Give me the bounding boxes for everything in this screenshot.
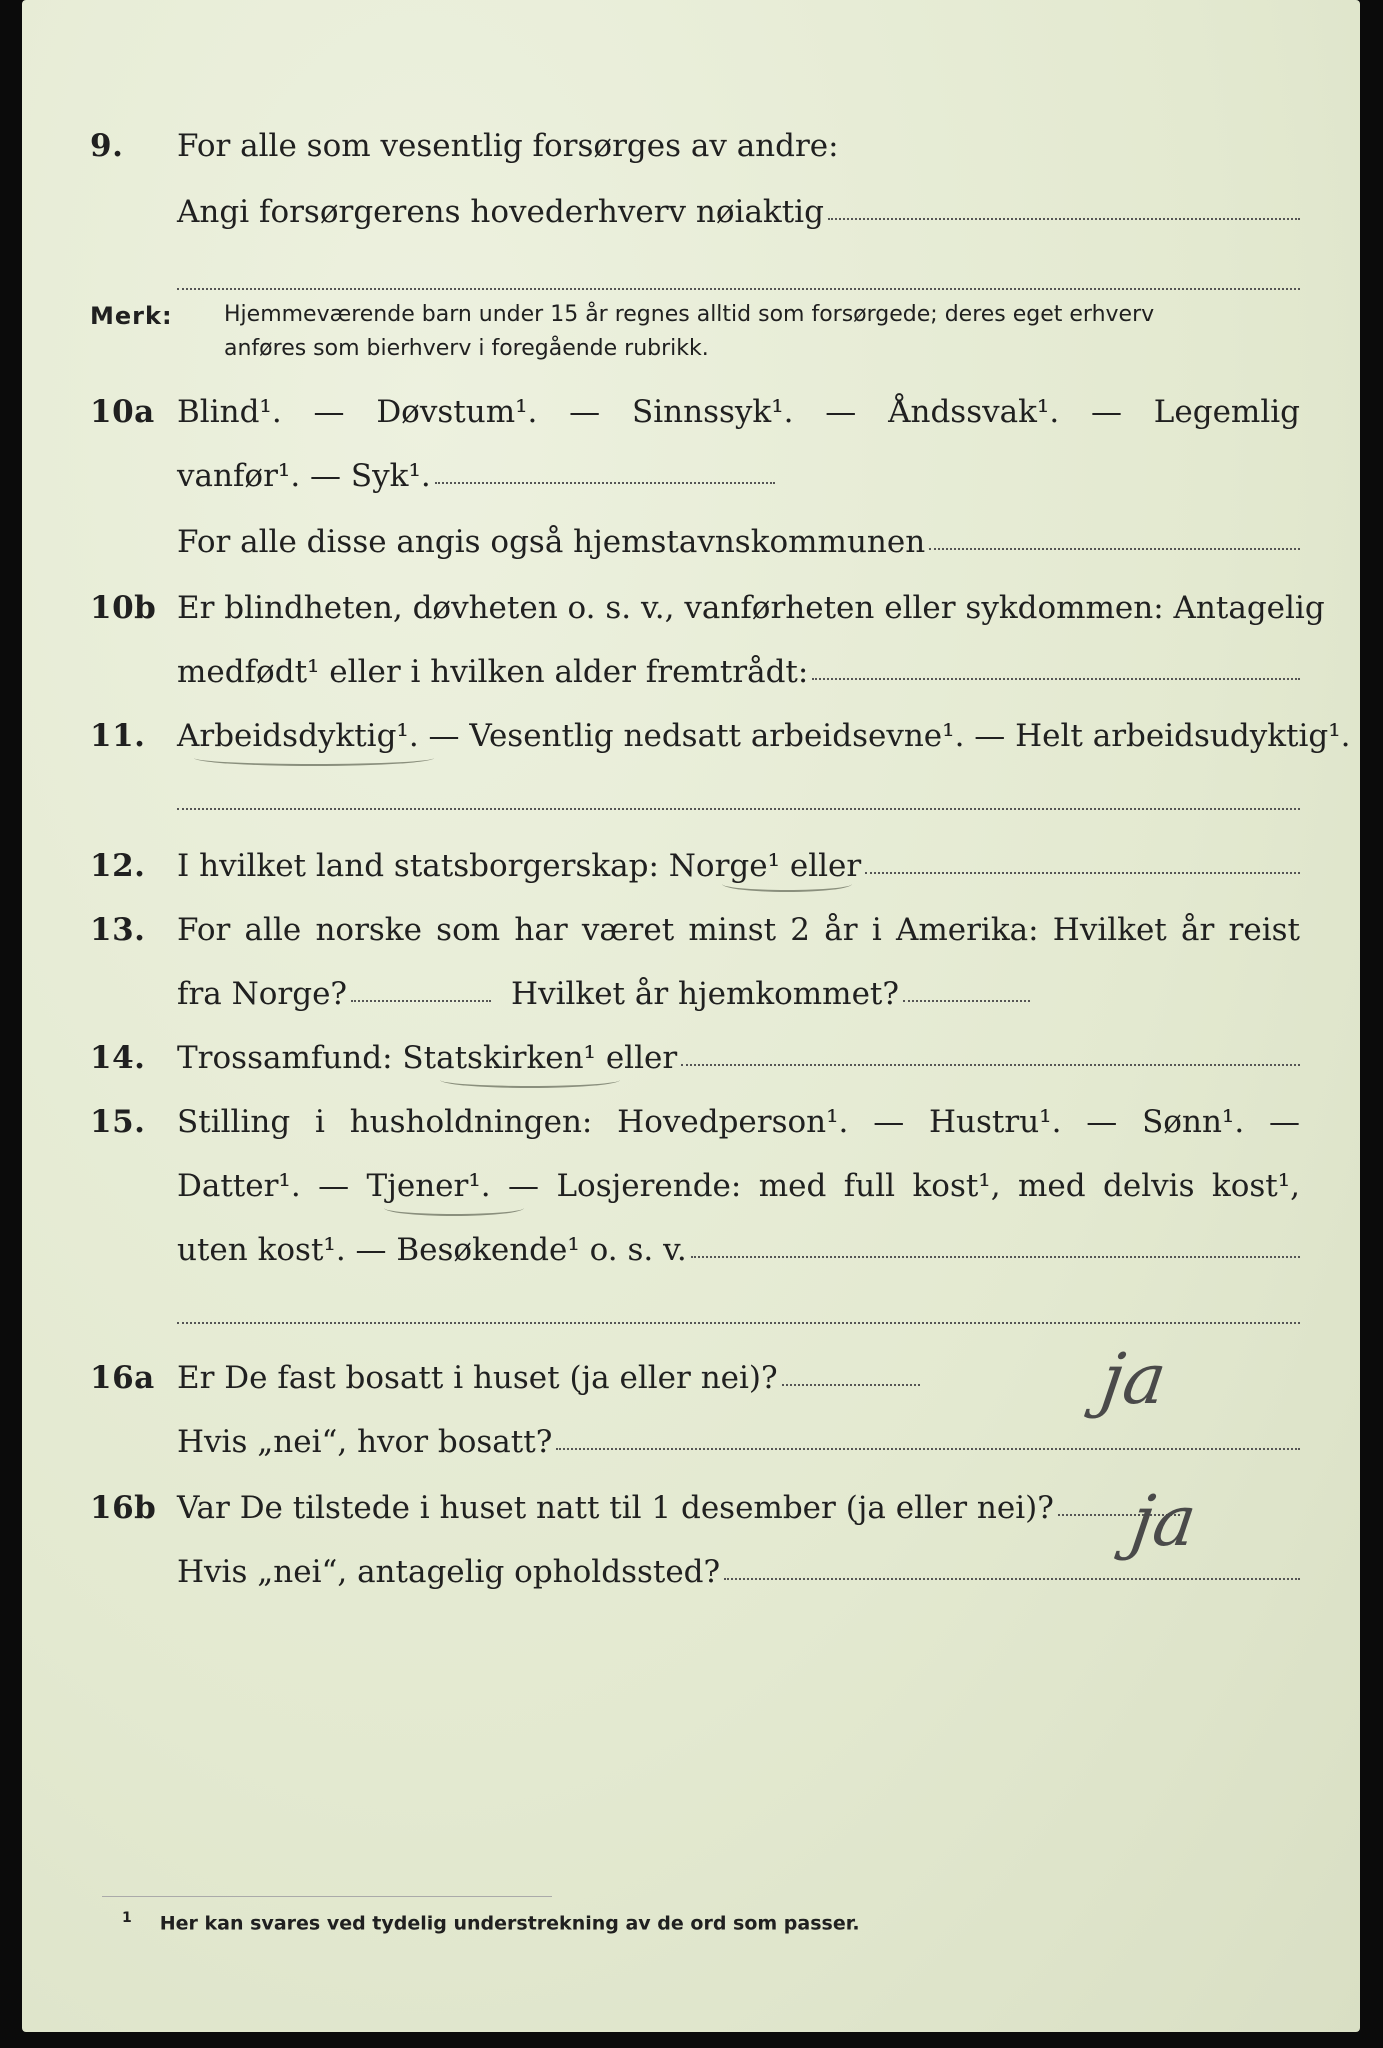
q15-row3: [22, 1232, 1360, 1276]
q16a-row2: [22, 1424, 1360, 1468]
q9-extra-answer-line[interactable]: [177, 288, 1300, 290]
q10b-row: [22, 590, 1360, 634]
q10a-row3: [22, 524, 1360, 568]
q11-handwritten-underline: [194, 750, 434, 766]
q12-country-field[interactable]: [865, 871, 1300, 874]
q16a-answer-field[interactable]: [782, 1383, 920, 1386]
q16b-handwritten-answer: ja: [1126, 1480, 1202, 1562]
q10b-number: 10b: [90, 590, 157, 626]
q16b-line2: Hvis „nei“, antagelig opholdssted?: [177, 1554, 1300, 1590]
q10a-row2: [22, 458, 1360, 502]
q15-row2: [22, 1168, 1360, 1212]
footnote-mark: 1: [122, 1910, 132, 1926]
q10a-line3: For alle disse angis også hjemstavnskommunen: [177, 524, 1300, 560]
q16b-row2: [22, 1554, 1360, 1598]
q9-number: 9.: [90, 128, 124, 164]
q11-answer-line[interactable]: [177, 808, 1300, 810]
q15-position-field[interactable]: [691, 1255, 1300, 1258]
q13-departure-year-field[interactable]: [351, 999, 491, 1002]
q10a-syk-field[interactable]: [435, 481, 775, 484]
q14-number: 14.: [90, 1040, 146, 1076]
q10a-hjemstavn-field[interactable]: [929, 547, 1300, 550]
footnote-divider: [102, 1896, 552, 1897]
q15-line1: Stilling i husholdningen: Hovedperson¹. — Hustru¹. — Sønn¹. —: [177, 1104, 1300, 1140]
q13-number: 13.: [90, 912, 146, 948]
q15-number: 15.: [90, 1104, 146, 1140]
q10b-row2: [22, 654, 1360, 698]
q15-line3: uten kost¹. — Besøkende¹ o. s. v.: [177, 1232, 1300, 1268]
q14-line1: Trossamfund: Statskirken¹ eller: [177, 1040, 1300, 1076]
q9-answer-field[interactable]: [828, 217, 1300, 220]
q9-line1: For alle som vesentlig forsørges av andre:: [177, 128, 839, 164]
merk-label: Merk:: [90, 302, 173, 330]
q14-row: [22, 1040, 1360, 1084]
q12-handwritten-underline: [722, 876, 852, 892]
footnote: [122, 1910, 860, 1934]
q9-line2: [177, 194, 1300, 230]
q10a-line1: Blind¹. — Døvstum¹. — Sinnssyk¹. — Åndssvak¹. — Legemlig: [177, 394, 1300, 430]
merk-text: [224, 298, 1300, 366]
q13-row2: [22, 976, 1360, 1020]
q14-handwritten-underline: [440, 1072, 620, 1088]
q9-row2: [22, 194, 1360, 238]
q13-return-year-field[interactable]: [903, 999, 1030, 1002]
q11-number: 11.: [90, 718, 146, 754]
census-form-page: [22, 0, 1360, 2032]
q14-religion-field[interactable]: [681, 1063, 1300, 1066]
q13-row: [22, 912, 1360, 956]
q15-extra-answer-line[interactable]: [177, 1322, 1300, 1324]
q13-line2: fra Norge? Hvilket år hjemkommet?: [177, 976, 1030, 1012]
q16b-whereabouts-field[interactable]: [724, 1577, 1300, 1580]
merk-line2: anføres som bierhverv i foregående rubrikk.: [224, 336, 709, 361]
q16a-line1: Er De fast bosatt i huset (ja eller nei)?: [177, 1360, 920, 1396]
q10a-line2: vanfør¹. — Syk¹.: [177, 458, 1300, 494]
q10b-line2: medfødt¹ eller i hvilken alder fremtrådt:: [177, 654, 1300, 690]
q12-number: 12.: [90, 848, 146, 884]
q16a-handwritten-answer: ja: [1096, 1338, 1172, 1420]
q9-row: [22, 128, 1360, 172]
q15-line2: Datter¹. — Tjener¹. — Losjerende: med full kost¹, med delvis kost¹,: [177, 1168, 1300, 1204]
q10b-line1: Er blindheten, døvheten o. s. v., vanførheten eller sykdommen: Antagelig: [177, 590, 1325, 626]
q12-line1: I hvilket land statsborgerskap: Norge¹ eller: [177, 848, 1300, 884]
q15-row: [22, 1104, 1360, 1148]
q16a-line2: Hvis „nei“, hvor bosatt?: [177, 1424, 1300, 1460]
merk-line1: Hjemmeværende barn under 15 år regnes alltid som forsørgede; deres eget erhverv: [224, 302, 1155, 327]
q15-handwritten-underline: [384, 1200, 524, 1216]
q16b-line1: Var De tilstede i huset natt til 1 desember (ja eller nei)?: [177, 1490, 1180, 1526]
q10b-age-field[interactable]: [812, 677, 1300, 680]
q13-line1: For alle norske som har været minst 2 år i Amerika: Hvilket år reist: [177, 912, 1300, 948]
q16b-number: 16b: [90, 1490, 157, 1526]
q9-line2-text: Angi forsørgerens hovederhverv nøiaktig: [177, 194, 824, 230]
q12-row: [22, 848, 1360, 892]
q10a-row: [22, 394, 1360, 438]
q16a-number: 16a: [90, 1360, 155, 1396]
q16a-residence-field[interactable]: [556, 1447, 1300, 1450]
footnote-text: Her kan svares ved tydelig understrekning av de ord som passer.: [159, 1912, 860, 1935]
q10a-number: 10a: [90, 394, 155, 430]
q11-line1[interactable]: Arbeidsdyktig¹. — Vesentlig nedsatt arbeidsevne¹. — Helt arbeidsudyktig¹.: [177, 718, 1351, 754]
